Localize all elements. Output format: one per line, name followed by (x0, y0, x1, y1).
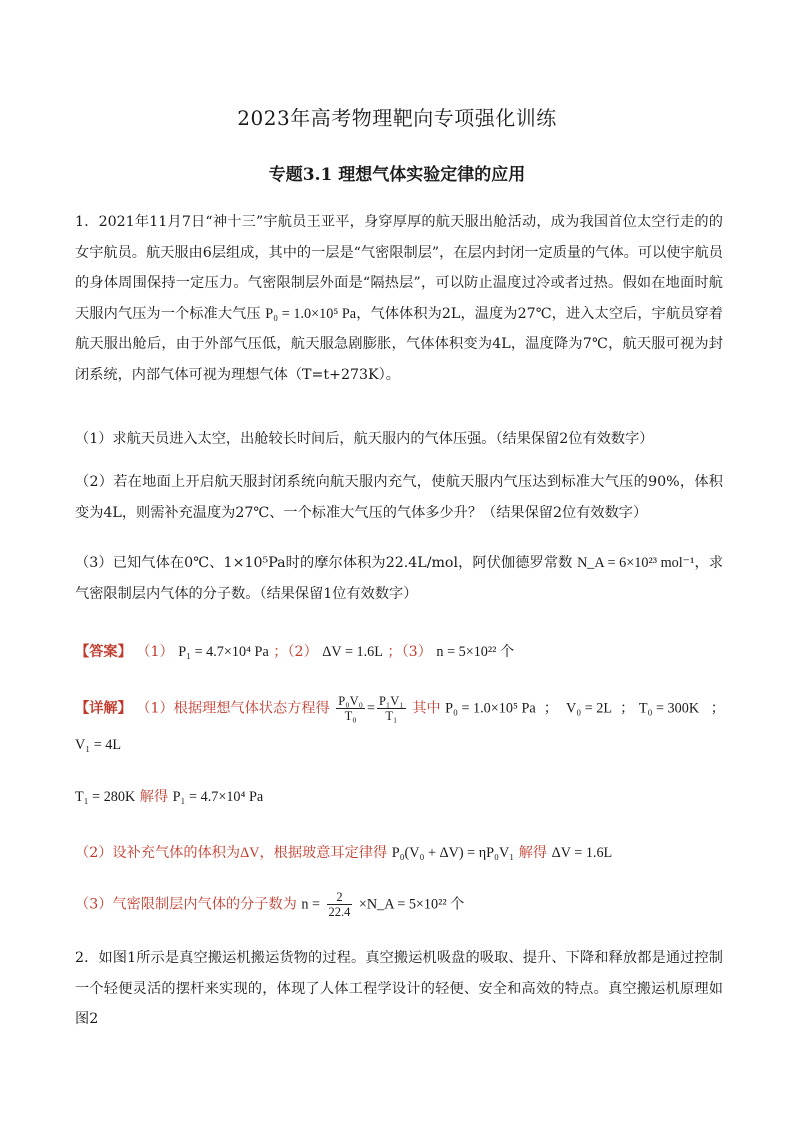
question-1-stem (75, 207, 723, 390)
q1-sub3-text: （3）已知气体在0℃、1×10⁵Pa时的摩尔体积为22.4L/mol，阿伏伽德罗常数 (75, 555, 573, 571)
detail-1-t0: T₀ = 300K (638, 700, 700, 717)
answer-1: P₁ = 4.7×10⁴ Pa (178, 644, 269, 660)
detail-line-4 (75, 842, 612, 862)
question-1-sub3 (75, 548, 723, 609)
fraction-left-numerator: P₀V₀ (338, 694, 363, 708)
answer-tag: 【答案】 (75, 644, 132, 660)
fraction-right-numerator: P₁V₁ (378, 694, 404, 708)
detail-line-2 (75, 737, 121, 754)
q1-sub3-text-2: ，求气密限制层内气体的分子数。（结果保留1位有效数字） (75, 555, 724, 602)
fraction-molecules-denominator: 22.4 (328, 905, 351, 919)
q1-na-formula: N_A = 6×10²³ mol⁻¹ (577, 555, 695, 571)
answer-2-label: ；（2） (273, 644, 318, 660)
detail-line-3 (75, 786, 263, 806)
answer-1-label: （1） (136, 644, 174, 660)
detail-1-t1: T₁ = 280K (75, 789, 136, 805)
detail-2-text: （2）设补充气体的体积为 (75, 845, 241, 861)
detail-line-1: 【详解】 （1）根据理想气体状态方程得 $\frac{\text{P₀V₀}}{\text{T₀}}$ = $\frac{\text{P₁V₁}}{\text{T₁}}$ 其中 P₀ = 1.0×10⁵ Pa ； V₀ = 2L ； T₀ = 300K ； (75, 694, 725, 723)
detail-3-text: （3）气密限制层内气体的分子数为 (75, 896, 297, 913)
answer-3-label: ；（3） (387, 644, 432, 660)
fraction-left (336, 694, 365, 723)
fraction-left-denominator: T₀ (344, 709, 357, 723)
detail-1-p1: P₁ = 4.7×10⁴ Pa (172, 789, 264, 805)
answer-line (75, 641, 514, 661)
question-1-sub1: （1）求航天员进入太空，出舱较长时间后，航天服内的气体压强。（结果保留2位有效数字） (75, 431, 654, 447)
detail-line-5 (75, 890, 464, 919)
detail-tag: 【详解】 (75, 700, 132, 717)
detail-1-solve: 解得 (139, 789, 169, 805)
detail-1-where: 其中 (412, 700, 441, 717)
document-title: 2023年高考物理靶向专项强化训练 (237, 106, 557, 130)
fraction-right-denominator: T₁ (385, 709, 398, 723)
detail-2-text-2: ，根据玻意耳定律得 (259, 845, 388, 861)
detail-3-n: n = (301, 896, 321, 913)
q1-p0-formula: P₀ = 1.0×10⁵ Pa (265, 305, 357, 322)
detail-1-text: （1）根据理想气体状态方程得 (136, 700, 330, 717)
detail-2-result: ΔV = 1.6L (551, 845, 613, 861)
q1-stem-text: 1．2021年11月7日“神十三”宇航员王亚平，身穿厚厚的航天服出舱活动，成为我国首位太空行走的的女宇航员。航天服由6层组成，其中的一层是“气密限制层”，在层内封闭一定质量的气体。可以使宇航员的身体周围保持一定压力。气密限制层外面是“隔热层”，可以防止温度过冷或者过热。假如在地面时航天服内气压为一个标准大气压 (75, 214, 723, 322)
detail-1-v0: V₀ = 2L (565, 700, 613, 717)
fraction-right (377, 694, 406, 723)
detail-1-v1: V₁ = 4L (75, 737, 122, 753)
question-2-stem: 2．如图1所示是真空搬运机搬运货物的过程。真空搬运机吸盘的吸取、提升、下降和释放都是通过控制一个轻便灵活的摆杆来实现的，体现了人体工程学设计的轻便、安全和高效的特点。真空搬运机原理如图2 (75, 950, 723, 1027)
detail-2-solve: 解得 (518, 845, 548, 861)
document-subtitle: 专题3.1 理想气体实验定律的应用 (268, 165, 526, 185)
detail-2-dv: ΔV (240, 845, 260, 861)
detail-1-p0: P₀ = 1.0×10⁵ Pa (445, 700, 536, 717)
q1-stem-text-2: ，气体体积为2L，温度为27℃，进入太空后，宇航员穿着航天服出舱后，由于外部气压低，航天服急剧膨胀，气体体积变为4L，温度降为7℃，航天服可视为封闭系统，内部气体可视为理想气体（T=t+273K）。 (75, 305, 723, 383)
fraction-molecules-numerator: 2 (327, 890, 353, 905)
question-1-sub2: （2）若在地面上开启航天服封闭系统向航天服内充气，使航天服内气压达到标准大气压的90%，体积变为4L，则需补充温度为27℃、一个标准大气压的气体多少升？（结果保留2位有效数字） (75, 474, 723, 521)
fraction-molecules (327, 890, 353, 919)
answer-3: n = 5×10²² 个 (436, 644, 515, 660)
detail-3-rest: ×N_A = 5×10²² 个 (358, 896, 465, 913)
detail-2-equation: P₀(V₀ + ΔV) = ηP₀V₁ (391, 845, 515, 861)
answer-2: ΔV = 1.6L (322, 644, 383, 660)
